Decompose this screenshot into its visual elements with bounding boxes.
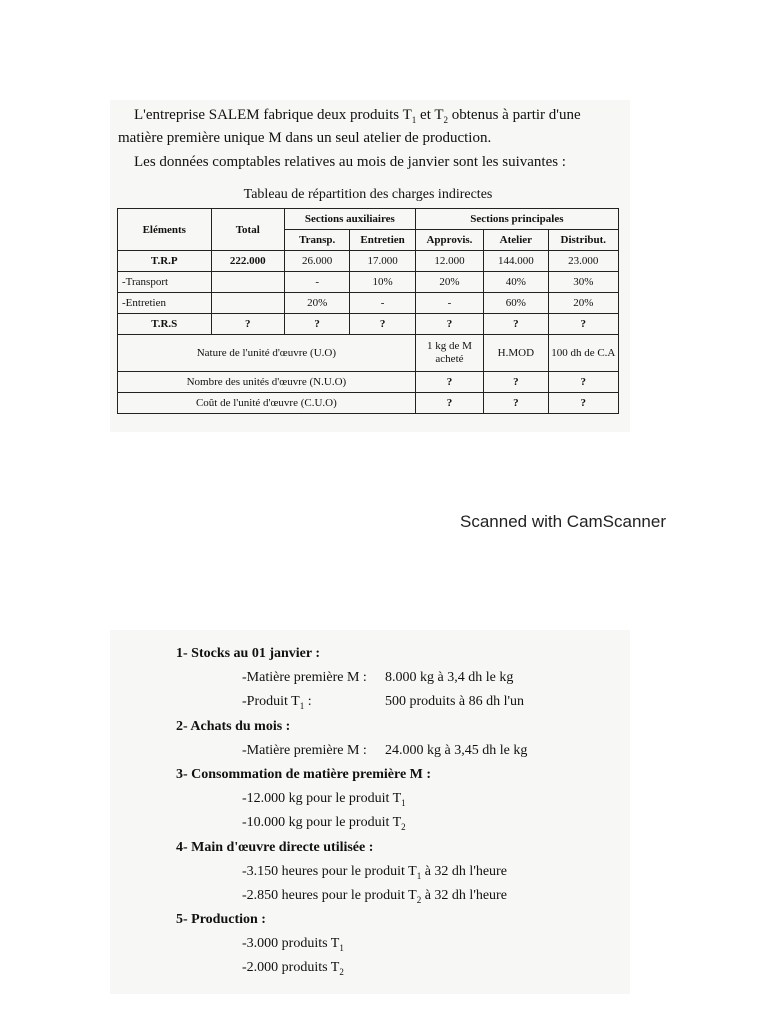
- cell: 60%: [484, 293, 548, 314]
- col-header: Entretien: [350, 230, 415, 251]
- row-label: -Transport: [118, 272, 212, 293]
- col-header: Approvis.: [415, 230, 483, 251]
- list-item: [176, 811, 606, 835]
- header-elements: Eléments: [118, 209, 212, 251]
- col-header: Transp.: [284, 230, 349, 251]
- list-item: [176, 666, 606, 690]
- cell: ?: [284, 314, 349, 335]
- table-row: [118, 314, 619, 335]
- table-row: [118, 293, 619, 314]
- cell: ?: [415, 314, 483, 335]
- item-text: -10.000 kg pour le produit T: [242, 815, 402, 831]
- section-heading-4: 4- Main d'œuvre directe utilisée :: [176, 839, 374, 855]
- cell: ?: [484, 372, 548, 393]
- subscript: 2: [416, 894, 422, 905]
- item-text: -2.850 heures pour le produit T: [242, 887, 417, 903]
- item-text: à 32 dh l'heure: [421, 863, 507, 879]
- list-item: [176, 860, 606, 884]
- item-label-text: :: [304, 694, 312, 710]
- item-text: -3.000 produits T: [242, 936, 340, 952]
- col-header: Atelier: [484, 230, 548, 251]
- table-row-nuo: [118, 372, 619, 393]
- cell: -: [284, 272, 349, 293]
- cell: ?: [350, 314, 415, 335]
- cell: ?: [548, 314, 618, 335]
- intro-paragraph-1: [118, 106, 628, 147]
- subscript: 1: [339, 943, 344, 954]
- section-heading-5: 5- Production :: [176, 912, 266, 928]
- table-row: [118, 251, 619, 272]
- col-header: Distribut.: [548, 230, 618, 251]
- subscript: 2: [401, 822, 406, 833]
- nuo-label: Nombre des unités d'œuvre (N.U.O): [118, 372, 416, 393]
- table-title: Tableau de répartition des charges indirectes: [243, 187, 493, 202]
- cell: -: [415, 293, 483, 314]
- subscript: 2: [339, 967, 344, 978]
- subscript: 1: [299, 701, 305, 712]
- cell: 10%: [350, 272, 415, 293]
- intro-text-part: obtenus à partir d'une matière première unique M dans un seul atelier de production.: [118, 107, 581, 146]
- intro-text-part: L'entreprise SALEM fabrique deux produits T: [134, 107, 412, 123]
- cell: 20%: [548, 293, 618, 314]
- table-row: [118, 272, 619, 293]
- list-item: [176, 956, 606, 980]
- cell: 17.000: [350, 251, 415, 272]
- item-value: 8.000 kg à 3,4 dh le kg: [385, 670, 514, 686]
- intro-text: [118, 106, 628, 171]
- cell: 1 kg de M acheté: [415, 335, 483, 372]
- item-value: 24.000 kg à 3,45 dh le kg: [385, 742, 528, 758]
- header-aux-sections: Sections auxiliaires: [284, 209, 415, 230]
- cell: 30%: [548, 272, 618, 293]
- item-text: -3.150 heures pour le produit T: [242, 863, 417, 879]
- cell: H.MOD: [484, 335, 548, 372]
- cell-total: [211, 272, 284, 293]
- subscript: 2: [443, 115, 448, 125]
- cell: ?: [484, 314, 548, 335]
- list-item: [176, 690, 606, 714]
- list-item: [176, 739, 606, 763]
- table-header-row: [118, 209, 619, 230]
- row-label: T.R.S: [118, 314, 212, 335]
- table-row-uo: [118, 335, 619, 372]
- table-row-cuo: [118, 393, 619, 414]
- cell: 12.000: [415, 251, 483, 272]
- header-main-sections: Sections principales: [415, 209, 618, 230]
- list-item: [176, 932, 606, 956]
- subscript: 1: [401, 797, 406, 808]
- cell: 100 dh de C.A: [548, 335, 618, 372]
- subscript: 1: [411, 115, 417, 125]
- cell-total: ?: [211, 314, 284, 335]
- item-label: -Matière première M :: [242, 670, 367, 686]
- cell: ?: [484, 393, 548, 414]
- data-list: [176, 642, 606, 981]
- item-label-text: -Produit T: [242, 694, 300, 710]
- item-text: -2.000 produits T: [242, 960, 340, 976]
- row-label: T.R.P: [118, 251, 212, 272]
- intro-text-part: et T: [416, 107, 444, 123]
- item-text: à 32 dh l'heure: [421, 887, 507, 903]
- header-total: Total: [211, 209, 284, 251]
- cell: ?: [548, 393, 618, 414]
- distribution-table: [117, 208, 619, 414]
- cell: 144.000: [484, 251, 548, 272]
- cuo-label: Coût de l'unité d'œuvre (C.U.O): [118, 393, 416, 414]
- camscanner-watermark: Scanned with CamScanner: [460, 512, 667, 531]
- item-label: -Matière première M :: [242, 742, 367, 758]
- item-text: -12.000 kg pour le produit T: [242, 791, 402, 807]
- section-heading-1: 1- Stocks au 01 janvier :: [176, 646, 321, 661]
- cell: 20%: [415, 272, 483, 293]
- cell: ?: [415, 393, 483, 414]
- cell: 40%: [484, 272, 548, 293]
- section-heading-3: 3- Consommation de matière première M :: [176, 766, 432, 782]
- cell-total: [211, 293, 284, 314]
- intro-paragraph-2: Les données comptables relatives au mois de janvier sont les suivantes :: [134, 154, 566, 170]
- cell-total: 222.000: [211, 251, 284, 272]
- subscript: 1: [416, 870, 422, 881]
- cell: 26.000: [284, 251, 349, 272]
- uo-label: Nature de l'unité d'œuvre (U.O): [118, 335, 416, 372]
- list-item: [176, 884, 606, 908]
- section-heading-2: 2- Achats du mois :: [176, 718, 291, 734]
- cell: 20%: [284, 293, 349, 314]
- cell: 23.000: [548, 251, 618, 272]
- cell: ?: [415, 372, 483, 393]
- cell: ?: [548, 372, 618, 393]
- item-value: 500 produits à 86 dh l'un: [385, 694, 525, 710]
- list-item: [176, 787, 606, 811]
- row-label: -Entretien: [118, 293, 212, 314]
- cell: -: [350, 293, 415, 314]
